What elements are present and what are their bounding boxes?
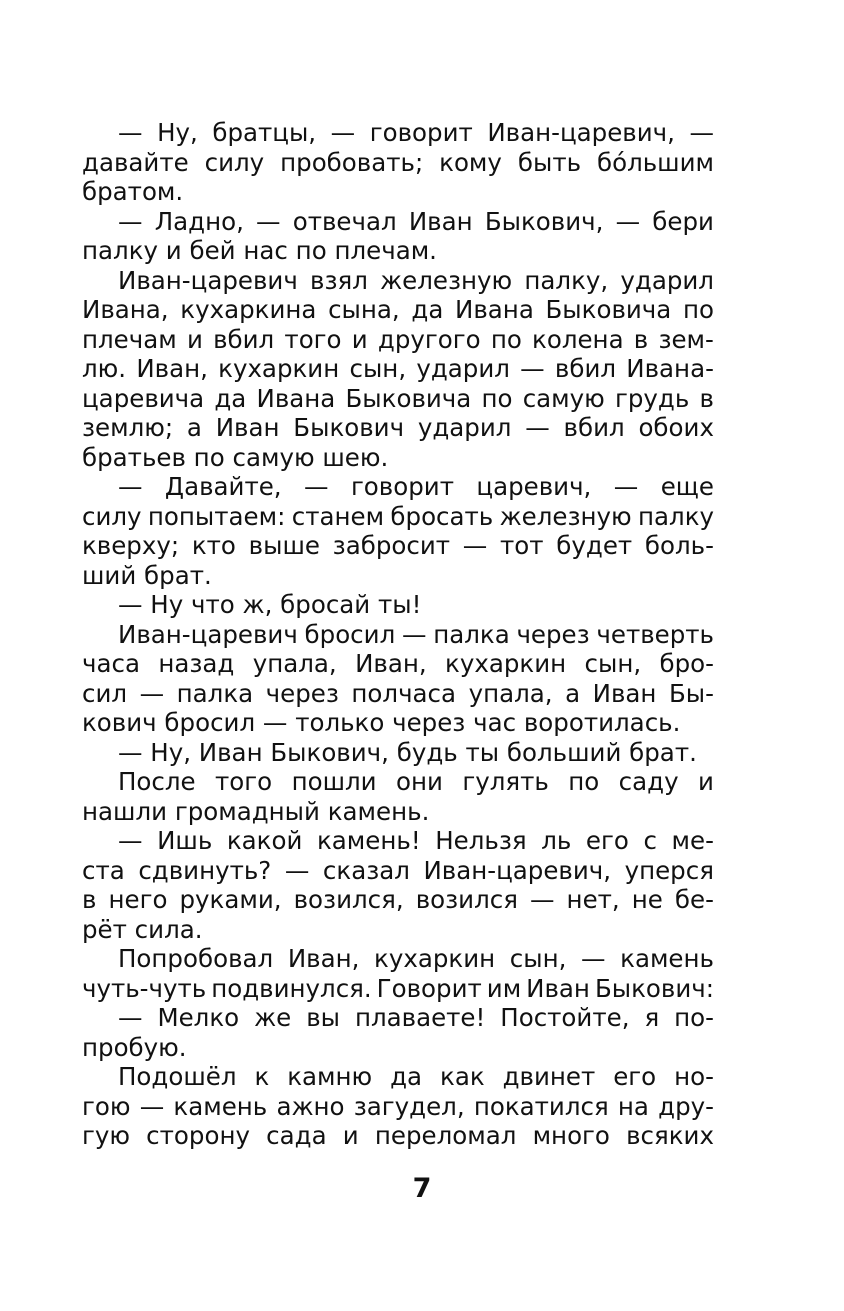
text-line: ший брат. [82,560,212,590]
text-line: — Ну, Иван Быкович, будь ты больший брат. [118,737,697,767]
text-line: давайте силу пробовать; кому быть бо́льшим [82,147,714,177]
text-line: — Ну что ж, бросай ты! [118,590,422,619]
text-line: братьев по самую шею. [82,442,389,472]
page-number: 7 [412,1173,432,1204]
text-line: — Ишь какой камень! Нельзя ль его с ме- [118,826,714,855]
text-line: палку и бей нас по плечам. [82,236,437,265]
text-line: рёт сила. [82,914,203,944]
text-line: нашли громадный камень. [82,796,430,826]
text-line: часа назад упала, Иван, кухаркин сын, бро- [82,649,714,678]
text-line: кович бросил — только через час воротилась. [82,708,681,737]
text-line: в него руками, возился, возился — нет, не бе- [82,885,714,914]
text-line: землю; а Иван Быкович ударил — вбил обоих [82,413,714,442]
text-line: Попробовал Иван, кухаркин сын, — камень [118,944,714,973]
text-line: После того пошли они гулять по саду и [118,767,714,796]
text-line: гую сторону сада и переломал много всяких [82,1121,714,1150]
text-line: чуть-чуть подвинулся. Говорит им Иван Быкович: [82,973,714,1003]
text-line: Подошёл к камню да как двинет его но- [118,1062,714,1091]
page-body-text [82,118,714,1151]
text-line: Ивана, кухаркина сына, да Ивана Быковича по [82,295,714,324]
text-line: пробую. [82,1032,187,1062]
text-line: Иван-царевич бросил — палка через четверть [118,619,714,649]
text-line: лю. Иван, кухаркин сын, ударил — вбил Ивана- [82,354,714,383]
text-line: кверху; кто выше забросит — тот будет боль- [82,531,714,560]
text-line: — Давайте, — говорит царевич, — еще [118,472,714,501]
text-line: царевича да Ивана Быковича по самую грудь в [82,383,714,413]
text-line: гою — камень ажно загудел, покатился на дру- [82,1091,714,1121]
text-line: сил — палка через полчаса упала, а Иван Бы- [82,678,714,708]
text-line: плечам и вбил того и другого по колена в зем- [82,324,714,354]
text-line: Иван-царевич взял железную палку, ударил [118,265,714,295]
text-line: — Мелко же вы плаваете! Постойте, я по- [118,1003,714,1032]
text-line: — Ладно, — отвечал Иван Быкович, — бери [118,206,714,236]
text-line: ста сдвинуть? — сказал Иван-царевич, уперся [82,855,714,885]
text-line: — Ну, братцы, — говорит Иван-царевич, — [118,118,714,147]
text-line: братом. [82,177,184,206]
text-line: силу попытаем: станем бросать железную палку [82,501,714,531]
